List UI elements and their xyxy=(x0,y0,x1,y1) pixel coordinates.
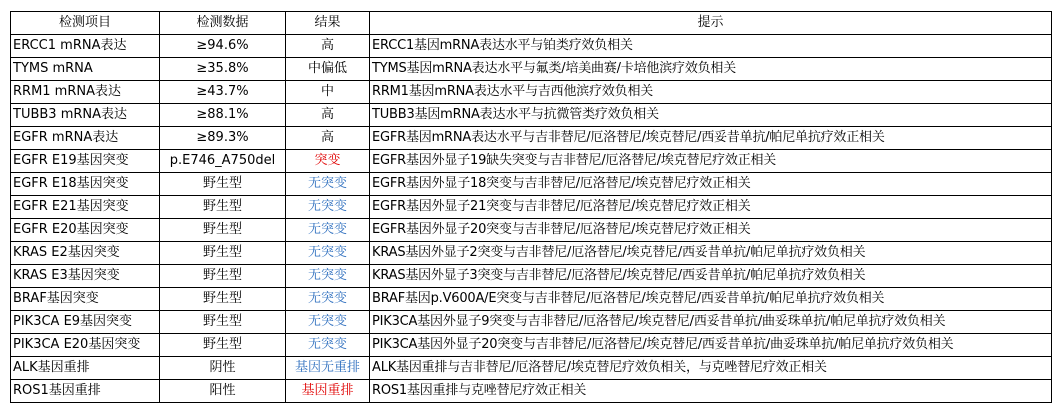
cell-test-data: ≥89.3% xyxy=(160,127,286,150)
cell-test-data: 阴性 xyxy=(160,357,286,380)
cell-hint: TYMS基因mRNA表达水平与氟类/培美曲赛/卡培他滨疗效负相关 xyxy=(370,58,1052,81)
cell-result: 无突变 xyxy=(286,288,370,311)
cell-test-data: 野生型 xyxy=(160,288,286,311)
table-row xyxy=(11,219,1052,242)
cell-test-data: 野生型 xyxy=(160,219,286,242)
cell-test-item: EGFR E18基因突变 xyxy=(11,173,160,196)
header-test-item: 检测项目 xyxy=(11,12,160,35)
cell-test-item: RRM1 mRNA表达 xyxy=(11,81,160,104)
report-table-container xyxy=(10,11,1052,403)
cell-test-item: TUBB3 mRNA表达 xyxy=(11,104,160,127)
cell-result: 中 xyxy=(286,81,370,104)
cell-test-data: 野生型 xyxy=(160,334,286,357)
cell-result: 高 xyxy=(286,35,370,58)
cell-hint: BRAF基因p.V600A/E突变与吉非替尼/厄洛替尼/埃克替尼/西妥昔单抗/帕尼单抗疗效负相关 xyxy=(370,288,1052,311)
cell-result: 高 xyxy=(286,104,370,127)
cell-result: 无突变 xyxy=(286,334,370,357)
cell-hint: EGFR基因外显子18突变与吉非替尼/厄洛替尼/埃克替尼疗效正相关 xyxy=(370,173,1052,196)
table-row xyxy=(11,58,1052,81)
cell-test-item: EGFR E21基因突变 xyxy=(11,196,160,219)
cell-result: 无突变 xyxy=(286,265,370,288)
cell-test-item: ERCC1 mRNA表达 xyxy=(11,35,160,58)
cell-result: 基因无重排 xyxy=(286,357,370,380)
cell-hint: EGFR基因mRNA表达水平与吉非替尼/厄洛替尼/埃克替尼/西妥昔单抗/帕尼单抗疗效正相关 xyxy=(370,127,1052,150)
cell-test-item: ALK基因重排 xyxy=(11,357,160,380)
cell-hint: EGFR基因外显子20突变与吉非替尼/厄洛替尼/埃克替尼疗效正相关 xyxy=(370,219,1052,242)
cell-test-item: PIK3CA E20基因突变 xyxy=(11,334,160,357)
cell-test-data: ≥94.6% xyxy=(160,35,286,58)
gene-test-results-table xyxy=(10,11,1052,403)
table-row xyxy=(11,81,1052,104)
cell-hint: KRAS基因外显子3突变与吉非替尼/厄洛替尼/埃克替尼/西妥昔单抗/帕尼单抗疗效负相关 xyxy=(370,265,1052,288)
header-test-data: 检测数据 xyxy=(160,12,286,35)
cell-result: 无突变 xyxy=(286,242,370,265)
cell-hint: PIK3CA基因外显子9突变与吉非替尼/厄洛替尼/埃克替尼/西妥昔单抗/曲妥珠单抗/帕尼单抗疗效负相关 xyxy=(370,311,1052,334)
cell-test-data: 野生型 xyxy=(160,311,286,334)
cell-test-item: PIK3CA E9基因突变 xyxy=(11,311,160,334)
cell-hint: TUBB3基因mRNA表达水平与抗微管类疗效负相关 xyxy=(370,104,1052,127)
cell-hint: EGFR基因外显子21突变与吉非替尼/厄洛替尼/埃克替尼疗效正相关 xyxy=(370,196,1052,219)
cell-result: 中偏低 xyxy=(286,58,370,81)
cell-result: 无突变 xyxy=(286,173,370,196)
cell-test-data: 野生型 xyxy=(160,173,286,196)
table-header-row xyxy=(11,12,1052,35)
cell-test-data: p.E746_A750del xyxy=(160,150,286,173)
table-row xyxy=(11,35,1052,58)
table-row xyxy=(11,127,1052,150)
table-row xyxy=(11,196,1052,219)
cell-result: 无突变 xyxy=(286,196,370,219)
header-hint: 提示 xyxy=(370,12,1052,35)
cell-hint: ROS1基因重排与克唑替尼疗效正相关 xyxy=(370,380,1052,403)
table-row xyxy=(11,242,1052,265)
cell-result: 无突变 xyxy=(286,219,370,242)
cell-result: 基因重排 xyxy=(286,380,370,403)
table-row xyxy=(11,334,1052,357)
cell-hint: ERCC1基因mRNA表达水平与铂类疗效负相关 xyxy=(370,35,1052,58)
cell-test-item: BRAF基因突变 xyxy=(11,288,160,311)
cell-test-data: 野生型 xyxy=(160,196,286,219)
cell-hint: ALK基因重排与吉非替尼/厄洛替尼/埃克替尼疗效负相关，与克唑替尼疗效正相关 xyxy=(370,357,1052,380)
cell-hint: EGFR基因外显子19缺失突变与吉非替尼/厄洛替尼/埃克替尼疗效正相关 xyxy=(370,150,1052,173)
table-row xyxy=(11,150,1052,173)
cell-test-item: ROS1基因重排 xyxy=(11,380,160,403)
cell-result: 高 xyxy=(286,127,370,150)
header-result: 结果 xyxy=(286,12,370,35)
table-row xyxy=(11,265,1052,288)
cell-test-data: ≥43.7% xyxy=(160,81,286,104)
cell-hint: KRAS基因外显子2突变与吉非替尼/厄洛替尼/埃克替尼/西妥昔单抗/帕尼单抗疗效负相关 xyxy=(370,242,1052,265)
cell-test-item: KRAS E3基因突变 xyxy=(11,265,160,288)
table-row xyxy=(11,104,1052,127)
cell-hint: RRM1基因mRNA表达水平与吉西他滨疗效负相关 xyxy=(370,81,1052,104)
table-row xyxy=(11,380,1052,403)
cell-result: 无突变 xyxy=(286,311,370,334)
table-row xyxy=(11,311,1052,334)
cell-test-item: EGFR E20基因突变 xyxy=(11,219,160,242)
cell-test-item: EGFR mRNA表达 xyxy=(11,127,160,150)
cell-test-data: ≥35.8% xyxy=(160,58,286,81)
table-row xyxy=(11,288,1052,311)
cell-test-item: EGFR E19基因突变 xyxy=(11,150,160,173)
cell-test-data: ≥88.1% xyxy=(160,104,286,127)
cell-test-item: KRAS E2基因突变 xyxy=(11,242,160,265)
cell-test-item: TYMS mRNA xyxy=(11,58,160,81)
cell-test-data: 野生型 xyxy=(160,242,286,265)
cell-hint: PIK3CA基因外显子20突变与吉非替尼/厄洛替尼/埃克替尼/西妥昔单抗/曲妥珠单抗/帕尼单抗疗效负相关 xyxy=(370,334,1052,357)
cell-test-data: 野生型 xyxy=(160,265,286,288)
table-row xyxy=(11,357,1052,380)
table-row xyxy=(11,173,1052,196)
cell-test-data: 阳性 xyxy=(160,380,286,403)
cell-result: 突变 xyxy=(286,150,370,173)
